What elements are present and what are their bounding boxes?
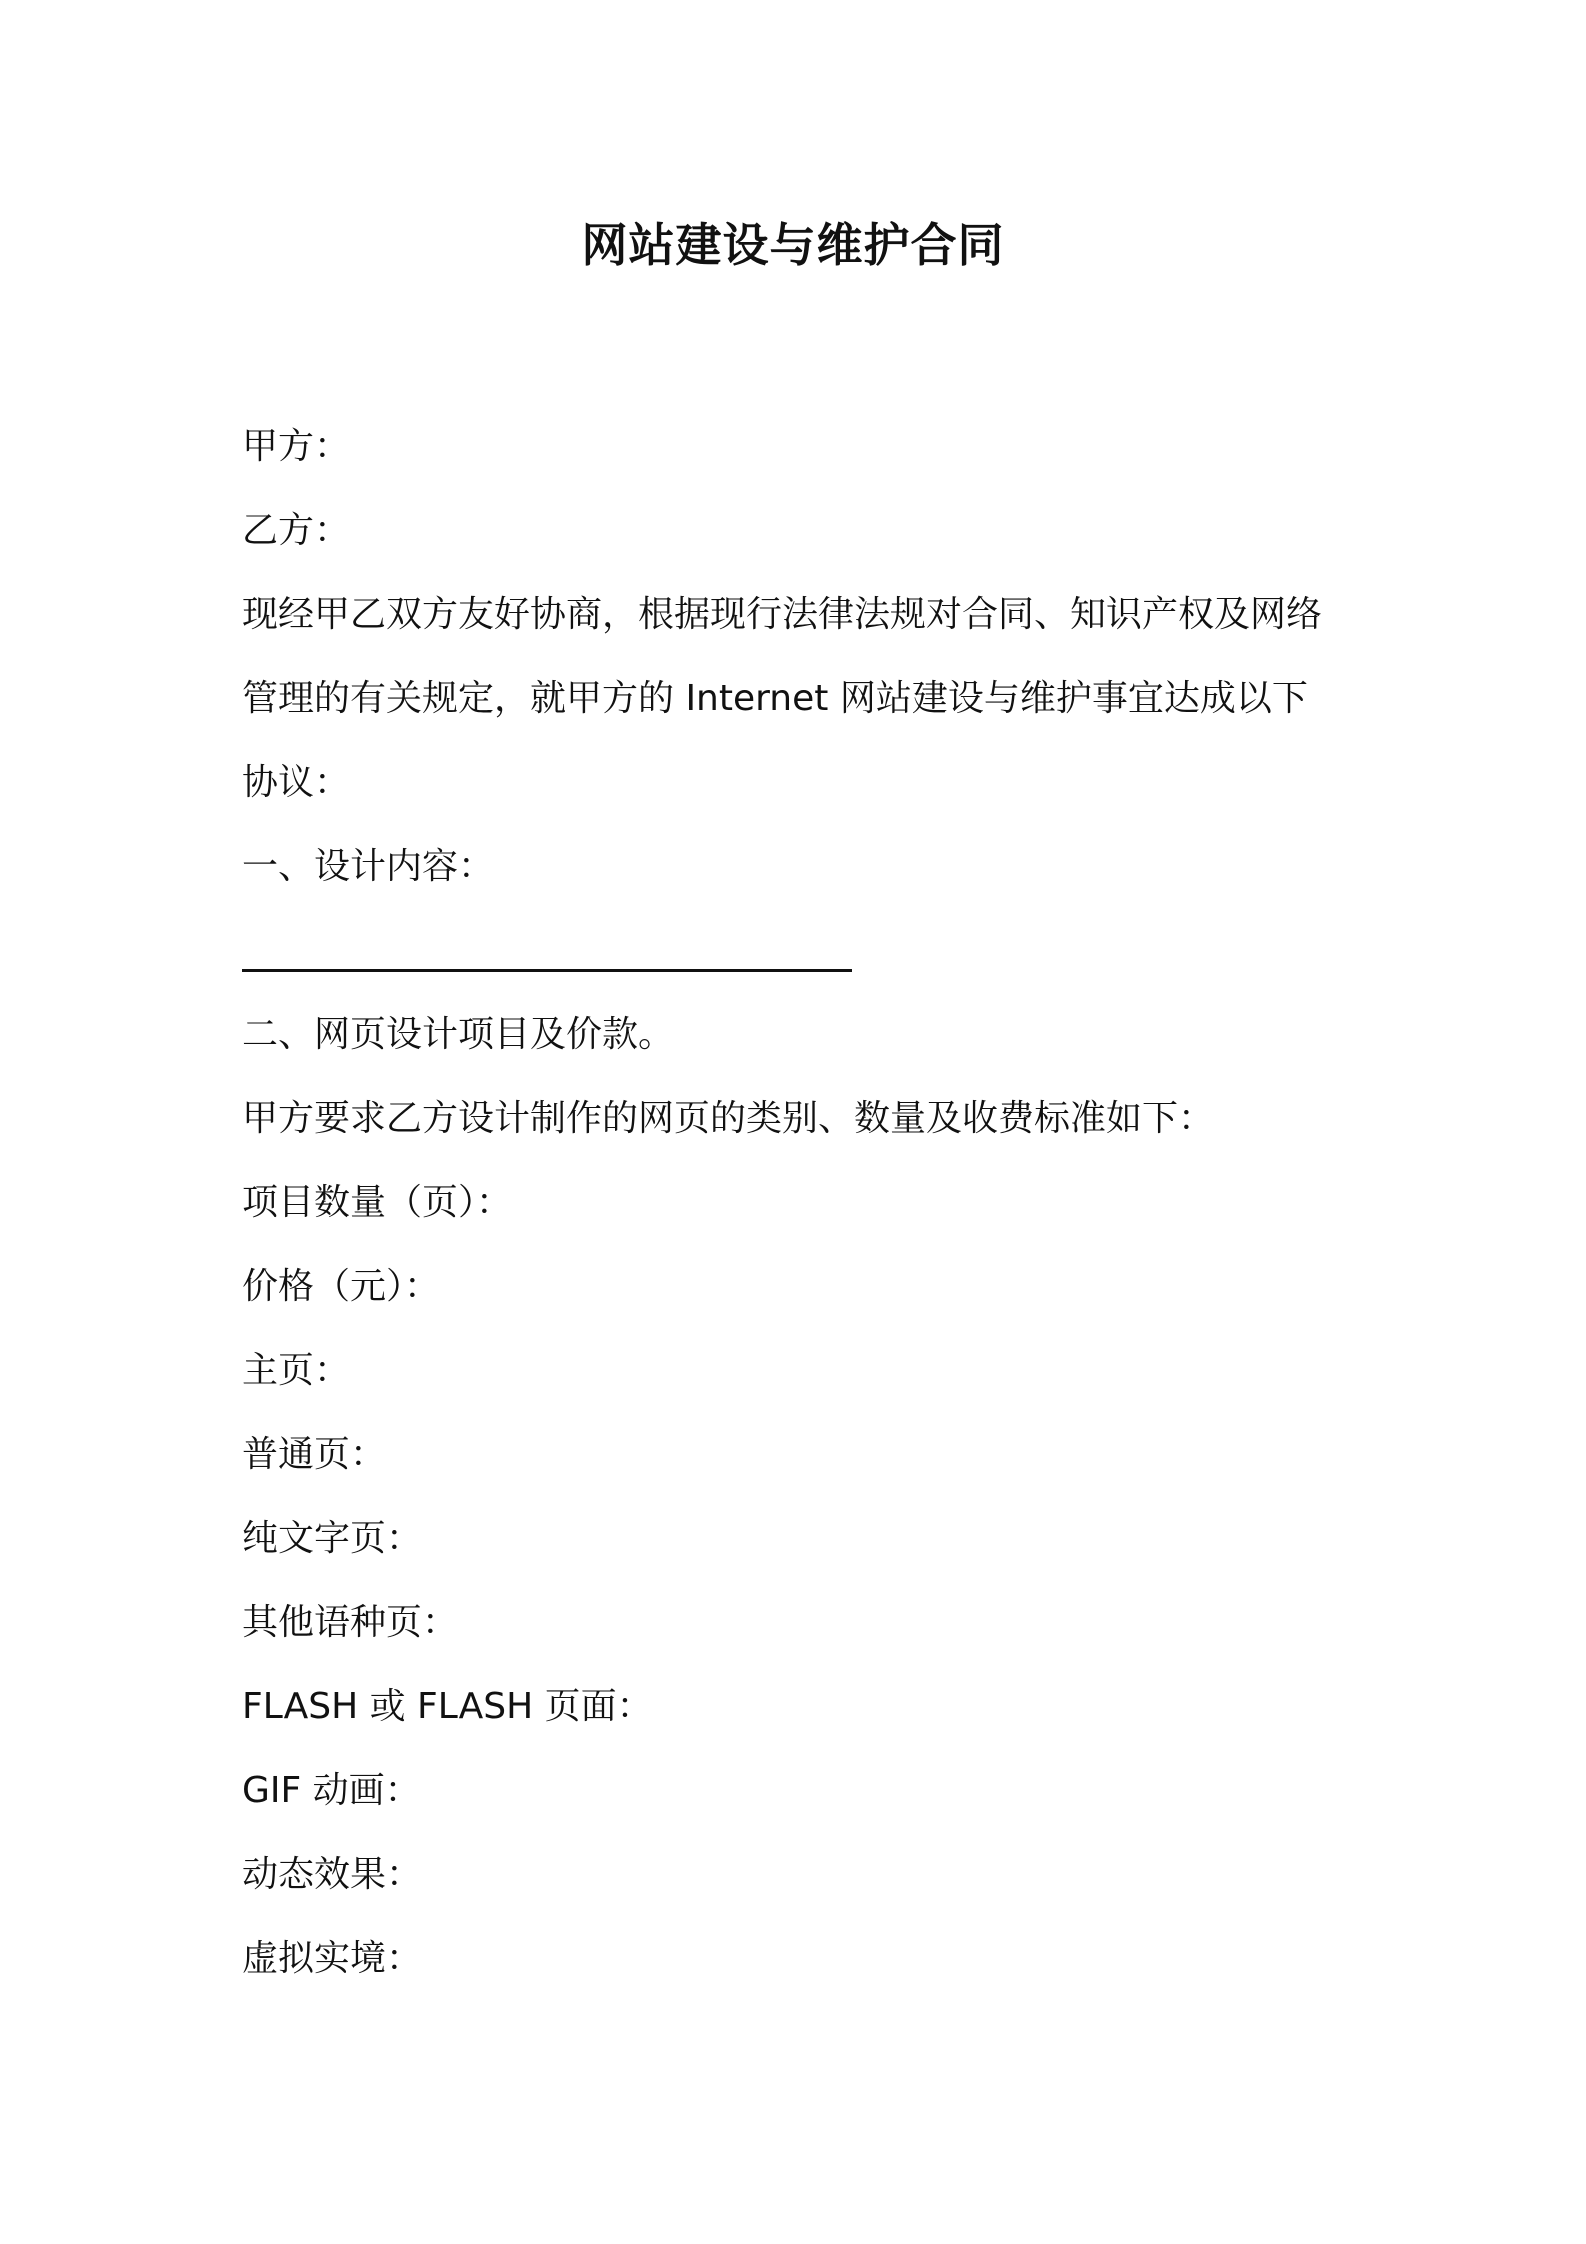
- party-b-label: 乙方：: [242, 510, 351, 551]
- item-gif-animation: GIF 动画：: [242, 1770, 421, 1811]
- item-flash-page: FLASH 或 FLASH 页面：: [242, 1686, 653, 1727]
- party-a-label: 甲方：: [242, 426, 351, 467]
- intro-line-1: 现经甲乙双方友好协商，根据现行法律法规对合同、知识产权及网络: [242, 594, 1323, 635]
- design-content-fill-line: [242, 909, 852, 972]
- item-virtual-reality: 虚拟实境：: [242, 1938, 423, 1979]
- item-page-count: 项目数量（页）：: [242, 1182, 513, 1223]
- intro-line-3: 协议：: [242, 762, 351, 803]
- item-dynamic-effects: 动态效果：: [242, 1854, 423, 1895]
- document-title: 网站建设与维护合同: [581, 218, 1005, 272]
- design-content-fill-line-row: [242, 909, 1362, 993]
- intro-line-2: 管理的有关规定，就甲方的 Internet 网站建设与维护事宜达成以下: [242, 678, 1308, 719]
- item-homepage: 主页：: [242, 1350, 351, 1391]
- item-text-only-page: 纯文字页：: [242, 1518, 423, 1559]
- section-2-description: 甲方要求乙方设计制作的网页的类别、数量及收费标准如下：: [242, 1098, 1215, 1139]
- item-price: 价格（元）：: [242, 1266, 441, 1307]
- item-other-language-page: 其他语种页：: [242, 1602, 459, 1643]
- section-2-heading: 二、网页设计项目及价款。: [242, 1014, 675, 1055]
- section-1-heading: 一、设计内容：: [242, 846, 495, 887]
- item-regular-page: 普通页：: [242, 1434, 387, 1475]
- contract-body: [242, 405, 1362, 2001]
